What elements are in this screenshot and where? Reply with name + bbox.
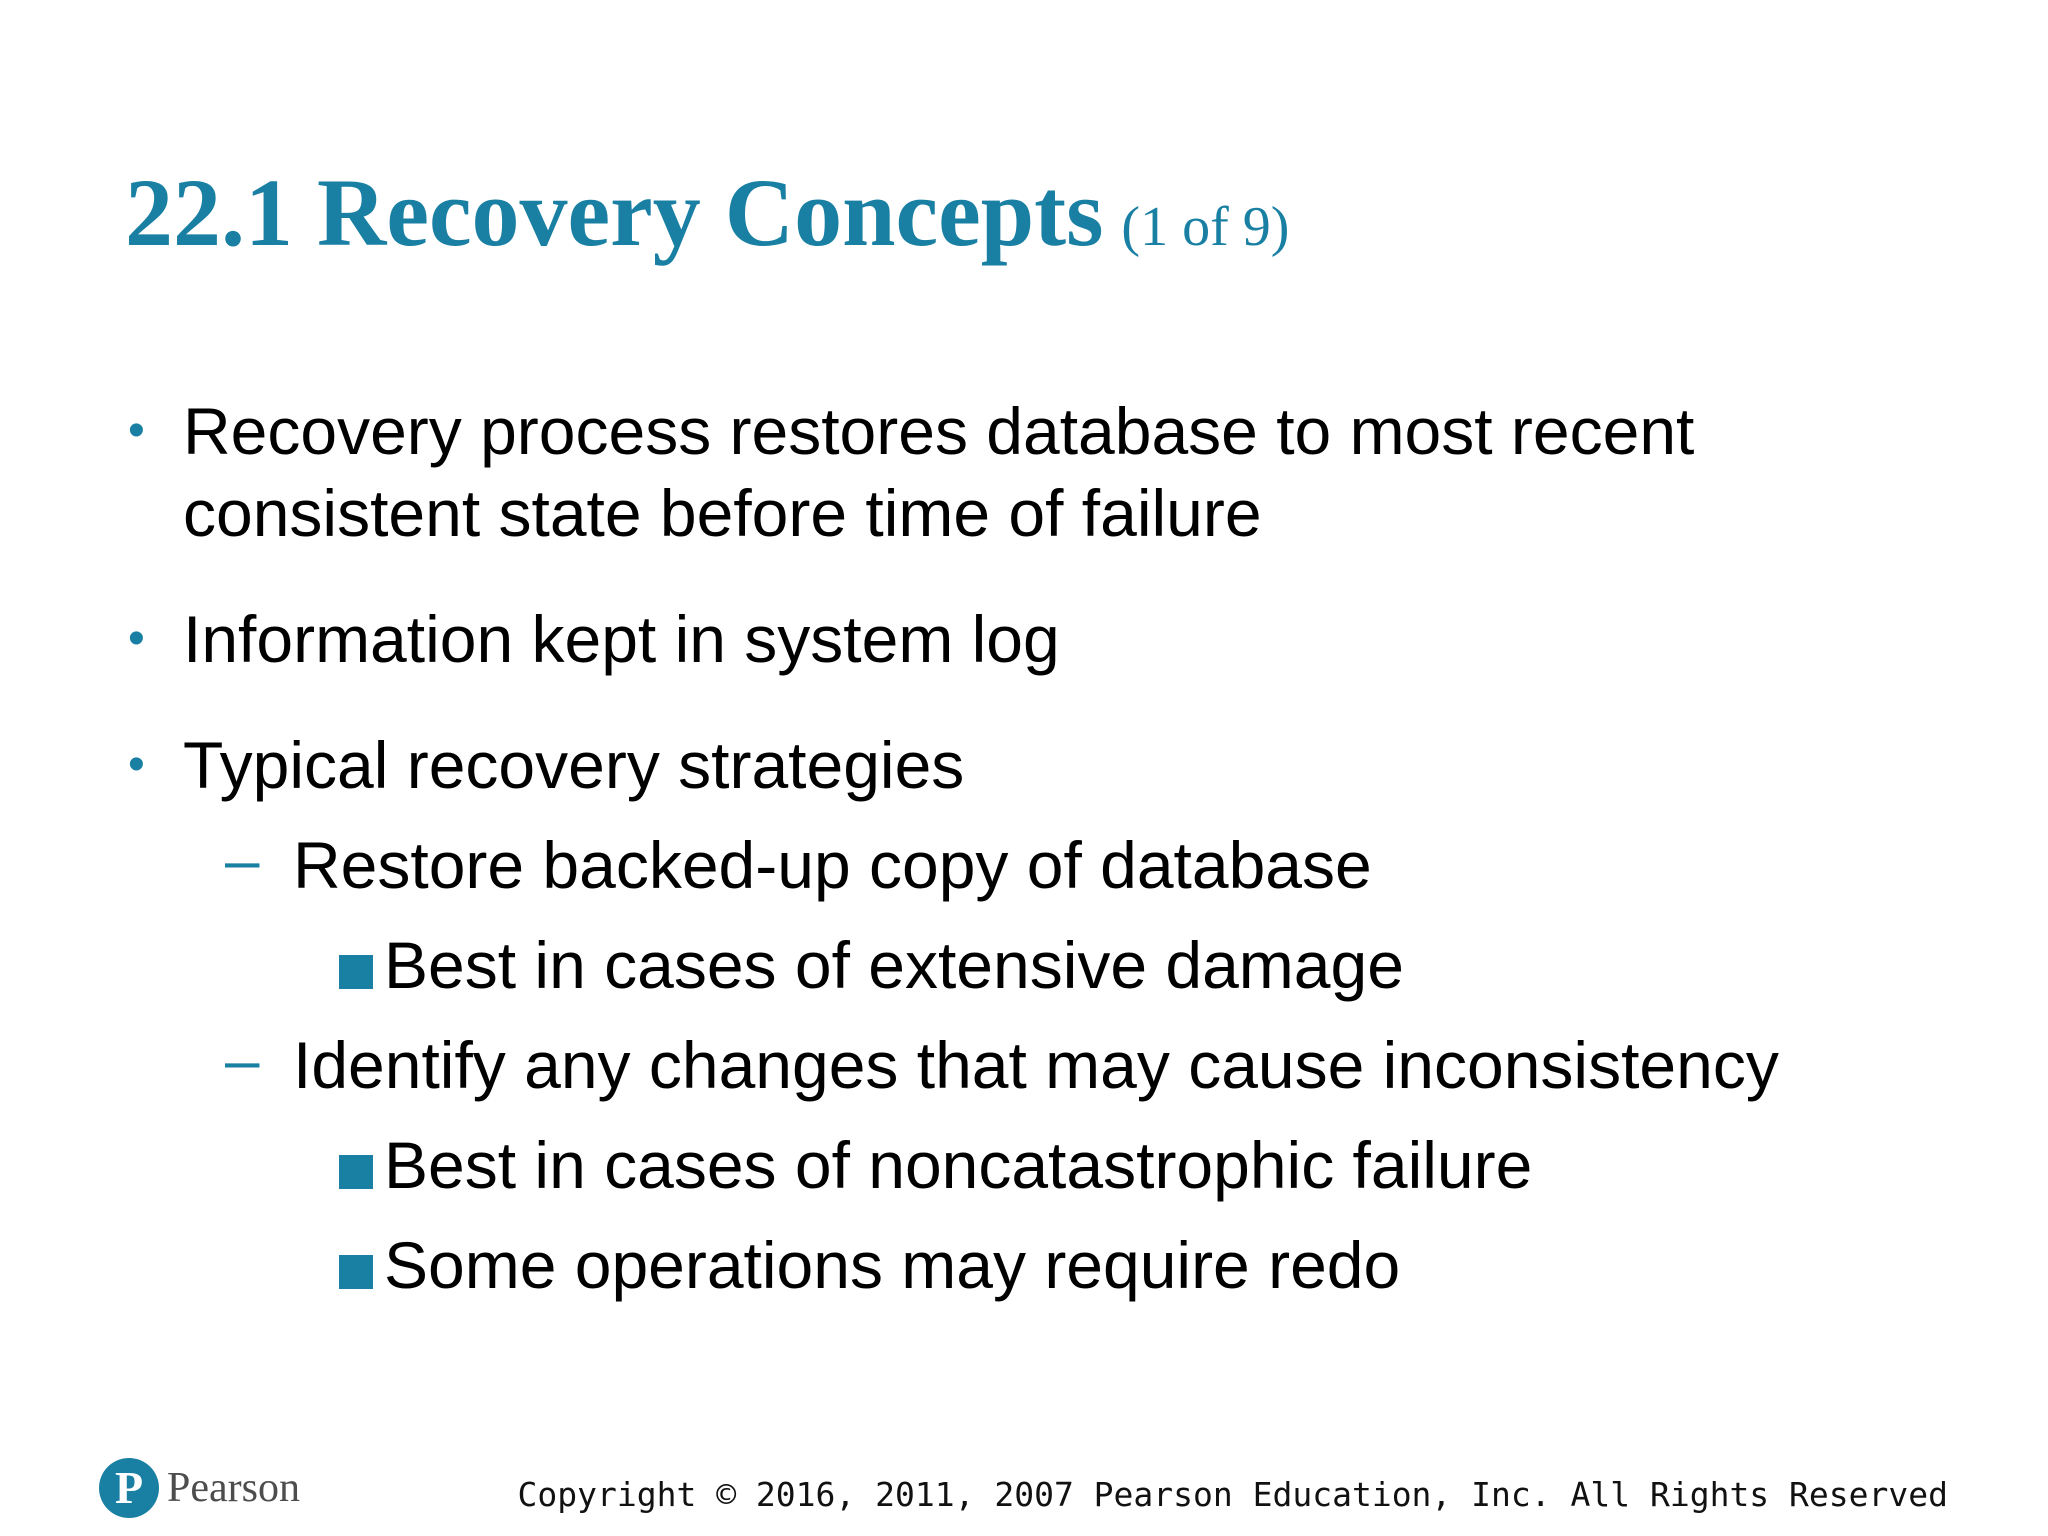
square-bullet-icon [339, 1155, 373, 1189]
dash-icon: – [225, 1026, 260, 1095]
slide-title [125, 159, 1290, 266]
sub-sub-bullet-text: Best in cases of noncatastrophic failure [384, 1128, 1533, 1202]
dash-icon: – [225, 826, 260, 895]
pearson-logo-icon: P [99, 1458, 159, 1518]
bullet-item [128, 724, 965, 806]
bullet-text: Typical recovery strategies [183, 728, 965, 802]
sub-sub-bullet-item [384, 924, 1404, 1006]
sub-sub-bullet-item [384, 1224, 1400, 1306]
pearson-logo [99, 1458, 300, 1518]
sub-bullet-item [225, 824, 1372, 906]
sub-bullet-item [225, 1024, 1779, 1106]
copyright-notice: Copyright © 2016, 2011, 2007 Pearson Education, Inc. All Rights Reserved [517, 1475, 1948, 1514]
sub-bullet-text: Identify any changes that may cause inconsistency [293, 1028, 1779, 1102]
bullet-dot-icon: • [128, 612, 145, 665]
bullet-text: consistent state before time of failure [183, 476, 1262, 550]
bullet-dot-icon: • [128, 404, 145, 457]
slide-title-main: 22.1 Recovery Concepts [125, 159, 1104, 266]
bullet-item [128, 598, 1060, 680]
sub-sub-bullet-text: Best in cases of extensive damage [384, 928, 1404, 1002]
bullet-text: Recovery process restores database to most recent [183, 394, 1695, 468]
pearson-logo-text: Pearson [167, 1465, 300, 1511]
bullet-dot-icon: • [128, 738, 145, 791]
sub-sub-bullet-item [384, 1124, 1532, 1206]
sub-bullet-text: Restore backed-up copy of database [293, 828, 1372, 902]
slide-title-page-indicator: (1 of 9) [1121, 196, 1290, 258]
bullet-text: Information kept in system log [183, 602, 1060, 676]
bullet-item-continuation [183, 472, 1262, 554]
square-bullet-icon [339, 1255, 373, 1289]
sub-sub-bullet-text: Some operations may require redo [384, 1228, 1401, 1302]
square-bullet-icon [339, 955, 373, 989]
bullet-item [128, 390, 1695, 472]
